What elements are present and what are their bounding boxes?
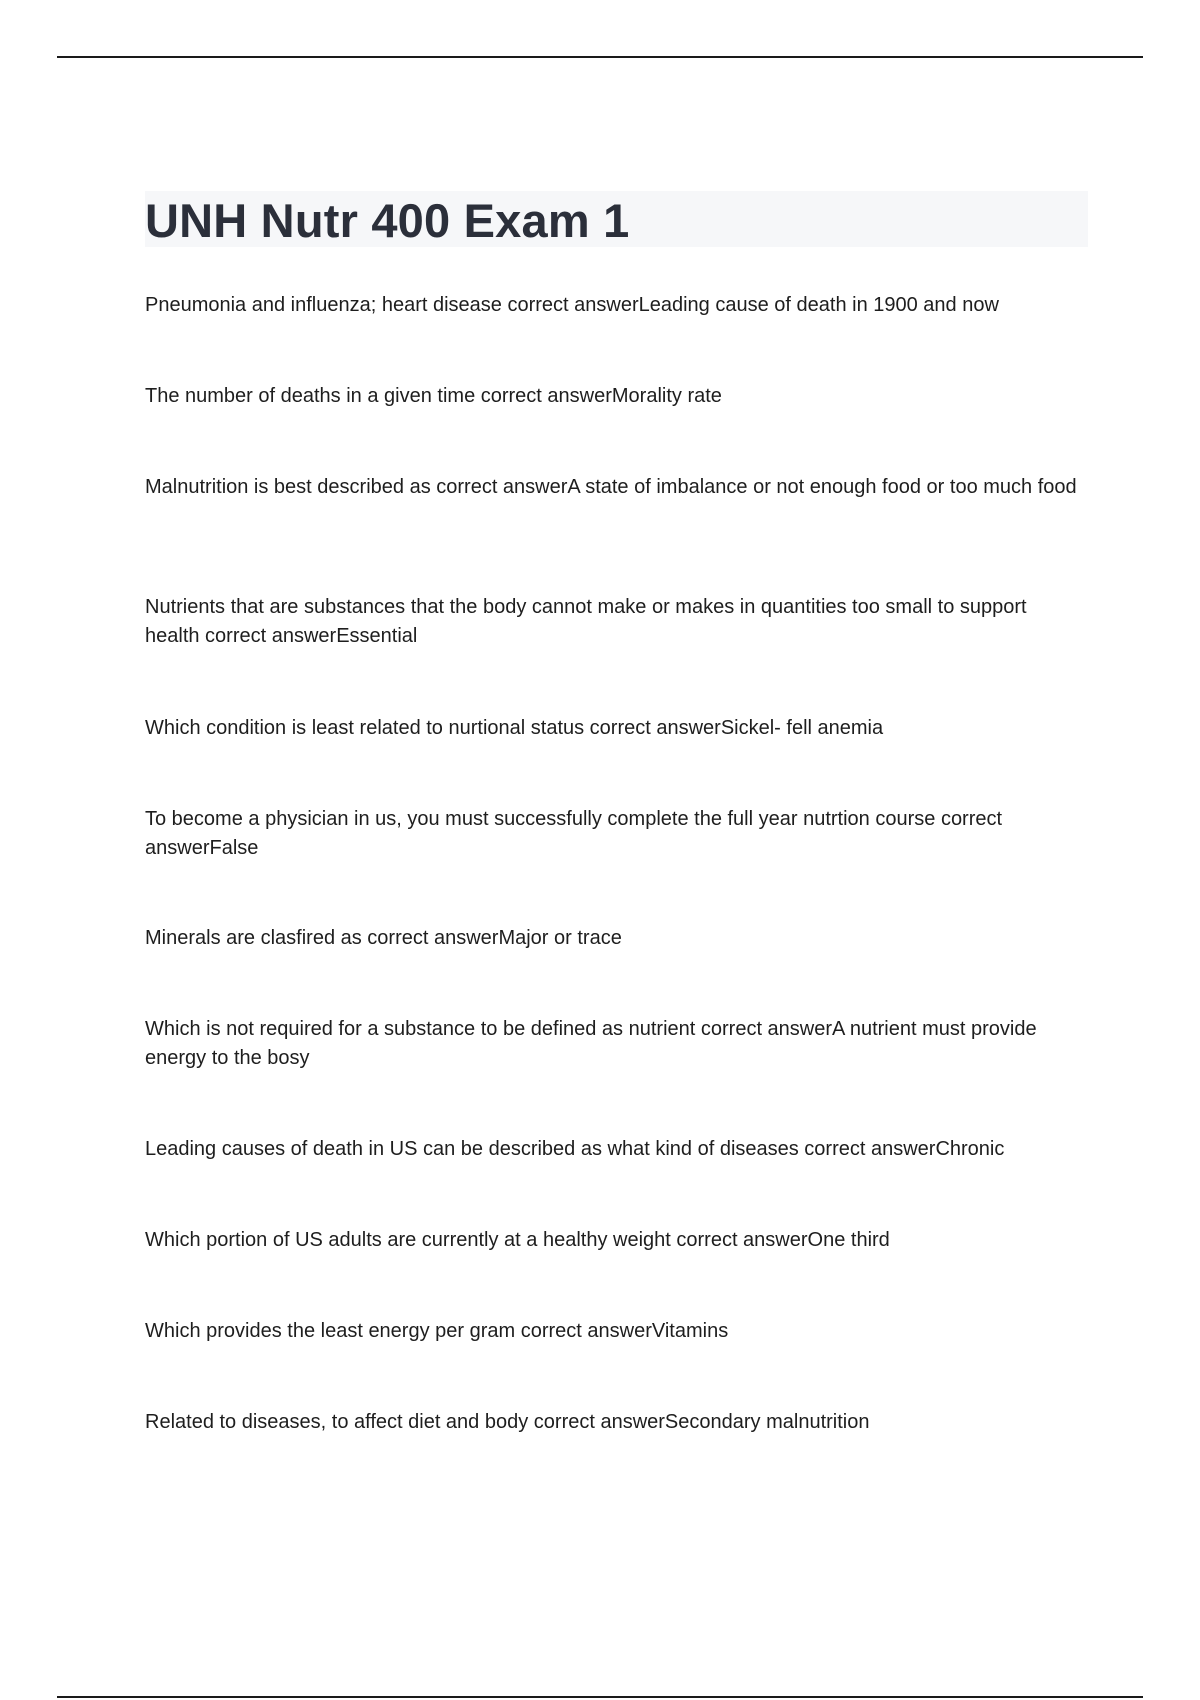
flashcard-item: Which provides the least energy per gram correct answerVitamins [145, 1320, 729, 1342]
top-rule [57, 56, 1143, 58]
flashcard-item: Pneumonia and influenza; heart disease correct answerLeading cause of death in 1900 and now [145, 294, 999, 316]
flashcard-item: Which condition is least related to nurtional status correct answerSickel- fell anemia [145, 717, 884, 739]
flashcard-item: Minerals are clasfired as correct answerMajor or trace [145, 927, 622, 949]
flashcard-item: To become a physician in us, you must successfully complete the full year nutrtion course correct answerFalse [145, 808, 1003, 859]
flashcard-item: Leading causes of death in US can be described as what kind of diseases correct answerChronic [145, 1138, 1005, 1160]
page-title: UNH Nutr 400 Exam 1 [145, 194, 630, 247]
flashcard-item: Related to diseases, to affect diet and body correct answerSecondary malnutrition [145, 1411, 870, 1433]
flashcard-item: Malnutrition is best described as correct answerA state of imbalance or not enough food or too much food [145, 476, 1077, 498]
flashcard-item: Which portion of US adults are currently at a healthy weight correct answerOne third [145, 1229, 890, 1251]
flashcard-item: Nutrients that are substances that the body cannot make or makes in quantities too small to support health correct answerEssential [145, 596, 1027, 647]
bottom-rule [57, 1696, 1143, 1698]
flashcard-item: Which is not required for a substance to be defined as nutrient correct answerA nutrient must provide energy to the bosy [145, 1018, 1037, 1069]
flashcard-item: The number of deaths in a given time correct answerMorality rate [145, 385, 722, 407]
